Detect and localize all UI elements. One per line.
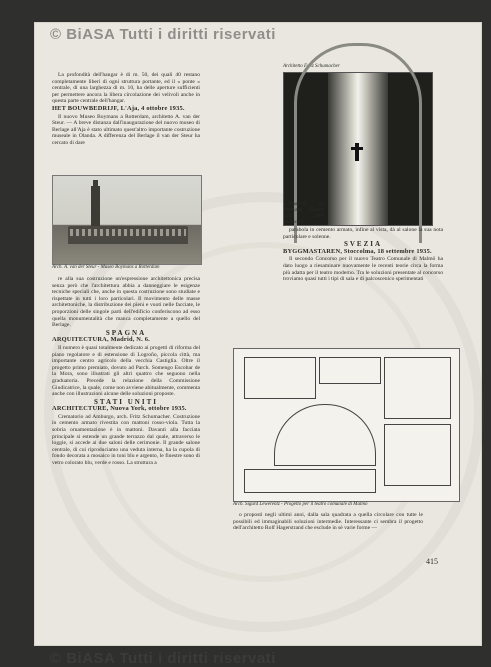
section-stati-uniti: STATI UNITI	[94, 397, 158, 406]
paragraph: Il numero è quasi totalmente dedicato ai progetti di riforma del piano regolatore e di estensione di Logroño, piccola città, ma importante centro agricolo della vecchia Castiglia. Oltre il progetto primo premiato, dovuto ad Parch. Somengo Escobar de la Mora, sono illustrati gli altri quattro che seguono nella graduatoria. Precede la relazione della Commissione Giudicatrice, la quale, come non avviene abitualmente, commenta anche con illustrazioni alcune delle soluzioni proposte.	[52, 344, 200, 398]
plan-block	[384, 424, 451, 486]
page-number: 415	[426, 557, 438, 566]
paragraph: Il secondo Concorso per il nuovo Teatro Comunale di Malmö ha dato luogo a riesaminare nuovamente le recenti teorie circa la forma più adatta per il teatro moderno. Tra le soluzioni presentate al concorso troviamo quasi tutti i tipi di sala e di palcoscenico sperimentati	[283, 256, 443, 283]
plan-auditorium	[274, 404, 376, 466]
cross-icon	[355, 143, 359, 161]
left-column-top	[52, 72, 200, 148]
document-page	[34, 22, 482, 667]
building-shape	[68, 226, 188, 244]
watermark-top: © BiASA Tutti i diritti riservati	[50, 26, 276, 43]
plan-block	[244, 469, 376, 493]
section-spagna: SPAGNA	[105, 328, 147, 337]
paragraph: re alla sua costruzione un'espressione architettonica precisa senza però che l'architettura abbia a danneggiare le esigenze tecniche speciali che, anche in questa costruzione sono studiate e rispettate in tutti i loro particolari. Il movimento delle masse architettoniche, la distribuzione dei pieni e vuoti nelle facciate, le proporzioni delle singole parti dell'edificio conferiscono ad esso quella monumentalità che manca completamente a quello del Berlage.	[52, 276, 200, 329]
paragraph: parabola in cemento armato, infine al vista, dà al salone la sua nota particolare e solenne.	[283, 227, 443, 240]
crematorium-architect-label: Architetto Fritz Schumacher	[283, 64, 340, 69]
heading-architecture: ARCHITECTURE, Nuova York, ottobre 1935.	[52, 405, 187, 413]
museum-photo	[52, 175, 202, 265]
watermark-bottom: © BiASA Tutti i diritti riservati	[50, 650, 276, 667]
heading-byggmastaren: BYGGMASTAREN, Stoccolma, 18 settembre 1935.	[283, 247, 432, 255]
theatre-plan-drawing	[233, 348, 460, 502]
plan-block	[319, 357, 381, 384]
paragraph: Crematorio ad Amburgo, arch. Fritz Schumacher. Costruzione in cemento armato rivestita con mattoni rosso-viola. Tutta la sobria ornamentazione è in mattoni. Davanti alla facciata principale si estende un grande terrazzo dal quale, attraverso le loggie, si accede ai due saloni delle cerimonie. Il grande salone centrale, di cui riproduciamo una veduta interna, ha la cupola di fondo decorata a mosaico in toni blu e argento, le finestre sono di vetro colorato blu, verde e rosso. La struttura a	[52, 413, 200, 467]
plan-block	[244, 357, 316, 399]
right-column-middle	[283, 227, 443, 284]
plan-block	[384, 357, 451, 419]
crematorium-caption: Crematorio ad Amburgo. Grande sala delle cerimonie	[284, 202, 324, 225]
paragraph: La profondità dell'hangar è di m. 50, dei quali 40 restano completamente liberi di ogni struttura portante, ed il « ponte » centrale, di una larghezza di m. 10, ha delle aperture sufficienti per permettere ancora la libera circolazione dei velivoli anche in questa parte centrale dell'hangar.	[52, 72, 200, 105]
heading-arquitectura: ARQUITECTURA, Madrid, N. 6.	[52, 336, 150, 344]
theatre-caption: Arch. Sigurd Lewerentz - Progetto per il teatro comunale di Malmö	[233, 502, 368, 507]
heading-het-bouwbedrijf: HET BOUWBEDRIJF, L'Aja, 4 ottobre 1935.	[52, 104, 185, 112]
section-svezia: SVEZIA	[343, 240, 383, 249]
right-column-bottom	[233, 512, 423, 533]
left-column-bottom	[52, 276, 200, 468]
museum-caption: Arch. A. van der Steur - Museo Boymans a Rotterdam	[52, 265, 160, 270]
paragraph: o proposti negli ultimi anni, dalla sala quadrata a quella circolare con tutte le possibili ed immaginabili soluzioni intermedie. Interessante ci sembra il progetto dell'architetto Rolf Hagerstrand che esclude in sè varie forme —	[233, 512, 423, 532]
paragraph: Il nuovo Museo Boymans a Rotterdam, architetto A. van der Steur. — A breve distanza dall'inaugurazione del nuovo museo di Berlage all'Aja è stato ultimato quest'altro importante costruzione museale in Olanda. A differenza del Berlage il van der Steur ha cercato di dare	[52, 113, 200, 146]
